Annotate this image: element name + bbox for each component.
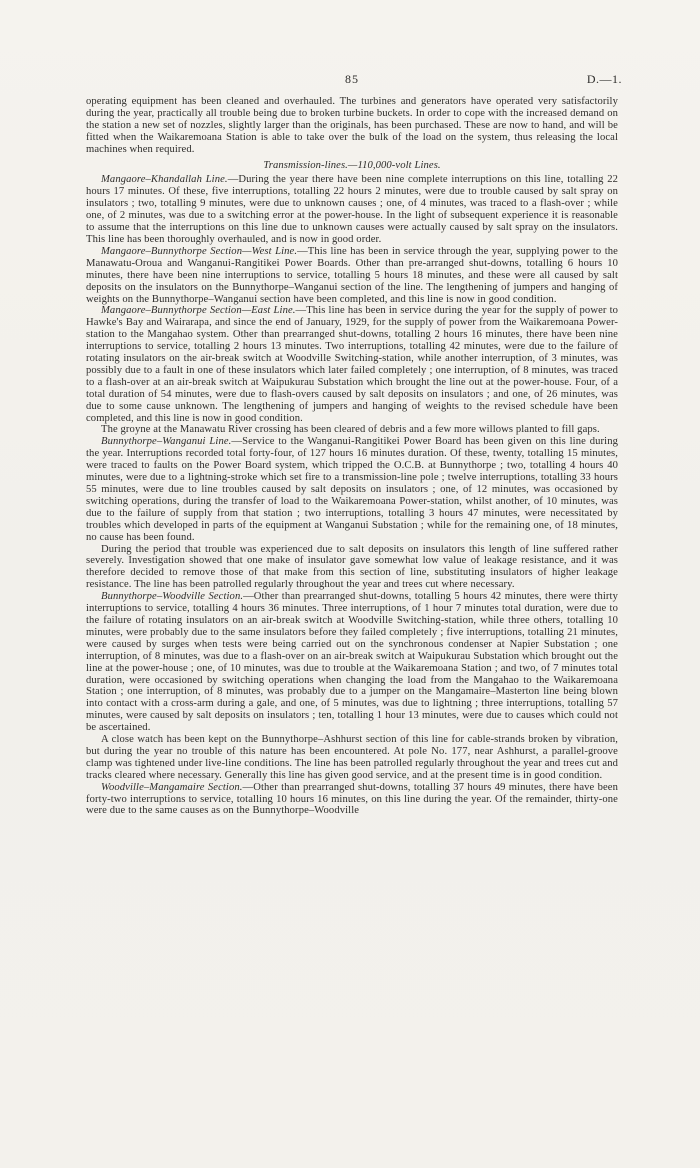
paragraph-text: operating equipment has been cleaned and overhauled. The turbines and generators have operated very satisfactorily during the year, practically all trouble being due to broken turbine buckets. In order to cope with the increased demand on the station a new set of nozzles, slightly larger than the originals, has been purchased. These are now to hand, and will be fitted when the Waikaremoana Station is able to take over the bulk of the load on the system, thus releasing the local machines when required. [86, 96, 618, 155]
paragraph-text: A close watch has been kept on the Bunnythorpe–Ashhurst section of this line for cable-strands broken by vibration, but during the year no trouble of this nature has been encountered. At pole No. 177, near Ashhurst, a parallel-groove clamp was tightened under live-line conditions. The line has been patrolled regularly throughout the year and trees cut and tracks cleared where necessary. Generally this line has given good service, and at the present time is in good condition. [86, 734, 618, 781]
paragraph-text: The groyne at the Manawatu River crossing has been cleared of debris and a few more willows planted to fill gaps. [101, 424, 600, 436]
paragraph [86, 734, 618, 782]
paragraph [86, 246, 618, 306]
paragraph-lead: Bunnythorpe–Wanganui Line. [101, 436, 232, 448]
page-number: 85 [345, 72, 359, 86]
paragraph-lead: Mangaore–Bunnythorpe Section—East Line. [101, 305, 296, 317]
paragraph [86, 544, 618, 592]
paragraph-lead: Mangaore–Bunnythorpe Section—West Line. [101, 245, 298, 257]
paragraph-text: During the period that trouble was experienced due to salt deposits on insulators this length of line suffered rather severely. Investigation showed that one make of insulator gave somewhat low value of leakage resistance, and it was therefore decided to remove those of that make from this section of line, substituting insulators of higher leakage resistance. The line has been patrolled regularly throughout the year and trees cut where necessary. [86, 543, 618, 591]
paragraph [86, 782, 618, 818]
page-header [86, 72, 622, 88]
paragraph [86, 591, 618, 734]
paragraph-text: —During the year there have been nine complete interruptions on this line, totalling 22 hours 17 minutes. Of these, five interruptions, totalling 22 hours 2 minutes, were due to trouble caused by salt spray on insulators ; two, totalling 9 minutes, were due to unknown causes ; one, of 4 minutes, was traced to a flash-over ; while one, of 2 minutes, was due to a switching error at the power-house. In the light of subsequent experience it is reasonable to assume that the interruptions on this line due to unknown causes were actually caused by salt spray on the insulators. This line has been thoroughly overhauled, and is now in good order. [86, 174, 618, 245]
section-heading: Transmission-lines.—110,000-volt Lines. [263, 159, 441, 171]
paragraph-text: —Other than prearranged shut-downs, totalling 5 hours 42 minutes, there were thirty interruptions to service, totalling 4 hours 36 minutes. Three interruptions, of 1 hour 7 minutes total duration, were due to the failure of rotating insulators on an air-break switch at Woodville Switching-station, while three others, totalling 10 minutes, were probably due to the same insulators before they failed completely ; five interruptions, totalling 21 minutes, were caused by surges when tests were being carried out on the synchronous condenser at Napier Substation ; one interruption, of 8 minutes, was due to a flash-over on an air-break switch at Waipukurau Substation which brought out the line at the power-house ; one, of 10 minutes, was due to trouble at the Waikaremoana Station ; and two, of 7 minutes total duration, were occasioned by switching operations when changing the load from the Mangahao to the Waikaremoana Station ; one interruption, of 8 minutes, was probably due to a jumper on the Mangamaire–Masterton line being blown into contact with a cross-arm during a gale, and one, of 5 minutes, was due to lightning ; three interruptions, totalling 57 minutes, were caused by salt deposits on insulators ; ten, totalling 1 hour 13 minutes, were due to causes which could not be ascertained. [86, 591, 618, 734]
paragraph [86, 424, 618, 436]
paragraph-lead: Bunnythorpe–Woodville Section. [101, 591, 244, 603]
paragraph [86, 305, 618, 424]
document-body [86, 96, 618, 817]
paragraph [86, 174, 618, 245]
paragraph-text: —Service to the Wanganui-Rangitikei Power Board has been given on this line during the year. Interruptions recorded total forty-four, of 127 hours 16 minutes duration. Of these, twenty, totalling 15 minutes, were traced to faults on the Power Board system, which tripped the O.C.B. at Bunnythorpe ; two, totalling 4 hours 40 minutes, were due to a lightning-stroke which set fire to a transmission-line pole ; twelve interruptions, totalling 33 hours 55 minutes, were due to line troubles caused by salt deposits on insulators ; one, of 12 minutes, was occasioned by switching operations, during the transfer of load to the Waikaremoana Power-station, whilst another, of 10 minutes, was due to the failure of supply from that station ; two interruptions, totalling 3 hours 47 minutes, were necessitated by troubles which developed in parts of the equipment at Wanganui Substation ; while for the remaining one, of 18 minutes, no cause has been found. [86, 436, 618, 543]
paragraph-text: —This line has been in service during the year for the supply of power to Hawke's Bay and Wairarapa, and since the end of January, 1929, for the supply of power from the Waikaremoana Power-station to the Mangahao system. Other than prearranged shut-downs, totalling 2 hours 16 minutes, there have been nine interruptions to service, totalling 2 hours 13 minutes. Two interruptions, totalling 42 minutes, were due to the failure of rotating insulators on the air-break switch at Woodville Switching-station, while another interruption, of 3 minutes, was possibly due to a fault in one of these insulators which later failed completely ; one interruption, of 8 minutes, was traced to a flash-over at an air-break switch at Waipukurau Substation which brought the line out at the power-house. Four, of a total duration of 54 minutes, were due to flash-overs caused by salt deposits on insulators ; and one, of 26 minutes, was due to some cause unknown. The lengthening of jumpers and hanging of weights to the revised schedule have been completed, and this line is now in good condition. [86, 305, 619, 424]
paragraph [86, 436, 618, 543]
paragraph-text: —Other than prearranged shut-downs, totalling 37 hours 49 minutes, there have been forty-two interruptions to service, totalling 10 hours 16 minutes, on this line during the year. Of the remainder, thirty-one were due to the same causes as on the Bunnythorpe–Woodville [86, 781, 618, 817]
paragraph-lead: Woodville–Mangamaire Section. [101, 781, 243, 793]
paragraph [86, 96, 618, 156]
paragraph-text: —This line has been in service through the year, supplying power to the Manawatu-Oroua and Wanganui-Rangitikei Power Boards. Other than pre-arranged shut-downs, totalling 6 hours 10 minutes, there have been nine interruptions to service, totalling 5 hours 18 minutes, and these were all caused by salt deposits on the insulators on the Bunnythorpe–Wanganui section of the line. The lengthening of jumpers and hanging of weights on the Bunnythorpe–Wanganui section have been completed, and this line is now in good condition. [86, 245, 618, 305]
paragraph-lead: Mangaore–Khandallah Line. [101, 174, 228, 186]
doc-reference: D.—1. [586, 72, 622, 86]
